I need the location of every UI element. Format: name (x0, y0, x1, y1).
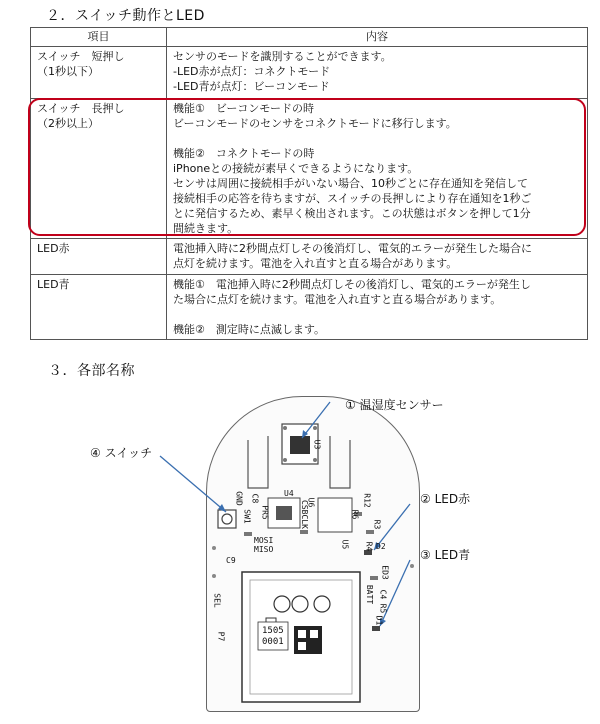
header-content: 内容 (167, 28, 588, 47)
smd-part (366, 530, 374, 534)
section-2-title: ２．スイッチ動作とLED (46, 8, 205, 24)
content-line: センサのモードを識別することができます。 (173, 50, 392, 63)
label-led-blue: ③ LED青 (420, 548, 471, 562)
content-line: 点灯を続けます。電池を入れ直すと直る場合があります。 (173, 257, 458, 270)
row-content (167, 275, 588, 340)
header-item: 項目 (31, 28, 167, 47)
silk-label: R4 (364, 541, 374, 552)
content-line: 間続きます。 (173, 222, 239, 235)
silk-label: U3 (312, 439, 322, 450)
via (313, 426, 317, 430)
content-line: センサは周囲に接続相手がいない場合、10秒ごとに存在通知を発信して (173, 177, 528, 190)
silk-label: C9 (226, 556, 236, 565)
silk-label: PR5 (260, 505, 270, 520)
silk-label: P7 (216, 631, 226, 642)
item-line: LED赤 (37, 242, 70, 255)
item-line: （1秒以下） (37, 65, 99, 78)
content-line: 接続相手の応答を待ちますが、スイッチの長押しにより存在通知を1秒ご (173, 192, 532, 205)
content-line: た場合に点灯を続けます。電池を入れ直すと直る場合があります。 (173, 293, 502, 306)
label-switch: ④ スイッチ (90, 446, 153, 460)
silk-label: R3 (372, 519, 382, 530)
row-content (167, 239, 588, 275)
smd-part (300, 530, 308, 534)
qr-finder (298, 630, 306, 638)
row-item (31, 275, 167, 340)
label-temp-humidity-sensor: ① 温湿度センサー (345, 398, 444, 412)
temp-humidity-sensor-chip (290, 436, 310, 454)
silk-label: U6 (306, 497, 316, 508)
ic-u6 (318, 498, 352, 532)
switch-button (222, 514, 232, 524)
silk-label: D1 (374, 615, 384, 626)
table-row (31, 239, 588, 275)
silk-label: MOSI (254, 536, 274, 545)
content-line: ビーコンモードのセンサをコネクトモードに移行します。 (173, 117, 457, 130)
table-row (31, 275, 588, 340)
item-line: （2秒以上） (37, 117, 99, 130)
arrow-switch (160, 456, 226, 512)
content-gap (173, 131, 581, 146)
qr-finder (310, 630, 318, 638)
item-line: スイッチ 長押し (37, 102, 125, 115)
silk-label: BATT (365, 584, 375, 605)
antenna-trace (248, 436, 268, 488)
item-line: LED青 (37, 278, 70, 291)
content-line: 電池挿入時に2秒間点灯しその後消灯し、電気的エラーが発生した場合に (173, 242, 532, 255)
row-content (167, 47, 588, 99)
silk-label: C8 (250, 493, 260, 504)
via (410, 564, 414, 568)
silk-label: U4 (284, 489, 294, 498)
module-code: 1505 (262, 626, 284, 636)
section-3-title: ３．各部名称 (48, 363, 135, 379)
content-line: 機能② 測定時に点滅します。 (173, 323, 325, 336)
content-line: -LED赤が点灯：コネクトモード (173, 65, 331, 78)
silk-label: SEL (212, 593, 222, 608)
spec-table (30, 27, 588, 340)
row-content (167, 99, 588, 239)
table-header-row (31, 28, 588, 47)
content-line: 機能① 電池挿入時に2秒間点灯しその後消灯し、電気的エラーが発生し (173, 278, 531, 291)
content-line: 機能② コネクトモードの時 (173, 147, 315, 160)
silk-label: U5 (340, 539, 350, 550)
smd-part (370, 576, 378, 580)
silk-label: GND (234, 491, 244, 506)
row-item (31, 239, 167, 275)
silk-label: MISO (254, 545, 274, 554)
smd-part (244, 532, 252, 536)
silk-label: CSBCLK (299, 500, 309, 529)
ic-u4-die (276, 506, 292, 520)
via (313, 458, 317, 462)
silk-label: R5 (378, 603, 388, 614)
row-item (31, 47, 167, 99)
silk-label: SW1 (242, 509, 252, 524)
via (212, 574, 216, 578)
module-code: 0001 (262, 637, 284, 647)
qr-finder (298, 642, 306, 650)
pcb-drawing (0, 380, 600, 724)
table-row (31, 99, 588, 239)
silk-label: D2 (376, 542, 386, 551)
via (283, 458, 287, 462)
item-line: スイッチ 短押し (37, 50, 125, 63)
via (212, 546, 216, 550)
content-line: iPhoneとの接続が素早くできるようになります。 (173, 162, 419, 175)
silk-label: C4 (378, 589, 388, 600)
silk-label: R6 (350, 509, 360, 520)
content-line: とに発信するため、素早く検出されます。この状態はボタンを押して1分 (173, 207, 531, 220)
via (283, 426, 287, 430)
silk-label: R12 (362, 493, 372, 508)
led-blue (372, 626, 380, 631)
antenna-trace (330, 436, 350, 488)
silk-label: ED3 (380, 565, 390, 580)
row-item (31, 99, 167, 239)
label-led-red: ② LED赤 (420, 492, 471, 506)
content-line: -LED青が点灯：ビーコンモード (173, 80, 330, 93)
content-line: 機能① ビーコンモードの時 (173, 102, 314, 115)
table-row (31, 47, 588, 99)
content-gap (173, 307, 581, 322)
